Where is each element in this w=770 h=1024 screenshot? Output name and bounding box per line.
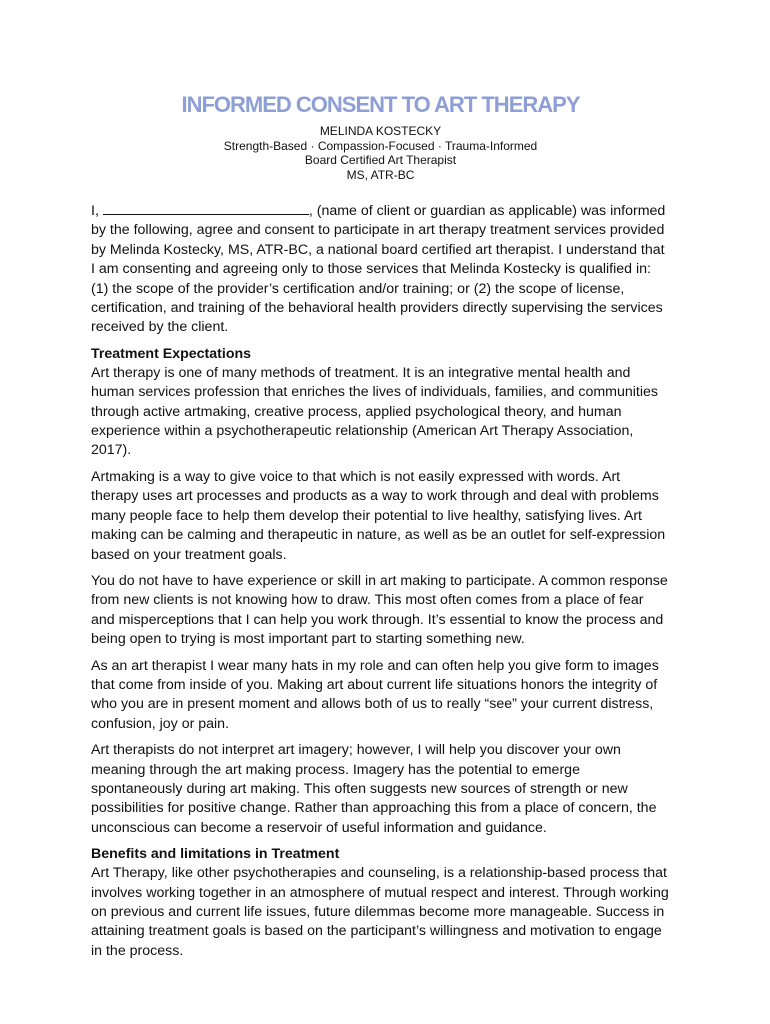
treatment-paragraph-1: Art therapy is one of many methods of treatment. It is an integrative mental health and human services profession that enriches the lives of individuals, families, and communities through active artmaking, creative process, applied psychological theory, and human experience within a psychotherapeutic relationship (American Art Therapy Association, 2017). — [91, 364, 658, 459]
therapist-credentials: MS, ATR-BC — [346, 167, 415, 182]
intro-prefix: I, — [91, 203, 99, 219]
section-heading-treatment-expectations: Treatment Expectations — [91, 345, 252, 362]
intro-text: , (name of client or guardian as applicable) was informed by the following, agree and consent to participate in art therapy treatment services provided by Melinda Kostecky, MS, ATR-BC, a national board certified art therapist. I understand that I am consenting and agreeing only to those services that Melinda Kostecky is qualified in: (1) the scope of the provider’s certification and/or training; or (2) the scope of license, certification, and training of the behavioral health providers directly supervising the services received by the client. — [91, 203, 666, 336]
treatment-paragraph-4: As an art therapist I wear many hats in my role and can often help you give form to images that come from inside of you. Making art about current life situations honors the integrity of who you are in present moment and allows both of us to really “see” your current distress, confusion, joy or pain. — [91, 657, 659, 732]
therapist-header — [91, 124, 670, 182]
treatment-paragraph-3: You do not have to have experience or skill in art making to participate. A common response from new clients is not knowing how to draw. This most often comes from a place of fear and misperceptions that I can help you work through. It’s essential to know the process and being open to trying is most important part to starting something new. — [91, 572, 668, 648]
client-name-blank[interactable] — [103, 201, 309, 215]
treatment-paragraph-5: Art therapists do not interpret art imagery; however, I will help you discover your own meaning through the art making process. Imagery has the potential to emerge spontaneously during art making. This often suggests new sources of strength or new possibilities for positive change. Rather than approaching this from a place of concern, the unconscious can become a reservoir of useful information and guidance. — [91, 742, 657, 836]
benefits-paragraph-1: Art Therapy, like other psychotherapies and counseling, is a relationship-based process that involves working together in an atmosphere of mutual respect and interest. Through working on previous and current life issues, future dilemmas become more manageable. Success in attaining treatment goals is based on the participant’s willingness and motivation to engage in the process. — [91, 865, 669, 959]
section-heading-benefits-limitations: Benefits and limitations in Treatment — [91, 846, 340, 863]
therapist-tagline: Strength-Based · Compassion-Focused · Trauma-Informed — [223, 138, 538, 153]
treatment-paragraph-2: Artmaking is a way to give voice to that which is not easily expressed with words. Art therapy uses art processes and products as a way to work through and deal with problems many people face to help them develop their potential to live healthy, satisfying lives. Art making can be calming and therapeutic in nature, as well as be an outlet for self-expression based on your treatment goals. — [91, 468, 666, 563]
therapist-name: MELINDA KOSTECKY — [319, 124, 442, 138]
intro-paragraph — [91, 201, 670, 338]
therapist-certification: Board Certified Art Therapist — [304, 153, 457, 167]
document-title: INFORMED CONSENT TO ART THERAPY — [181, 92, 580, 117]
